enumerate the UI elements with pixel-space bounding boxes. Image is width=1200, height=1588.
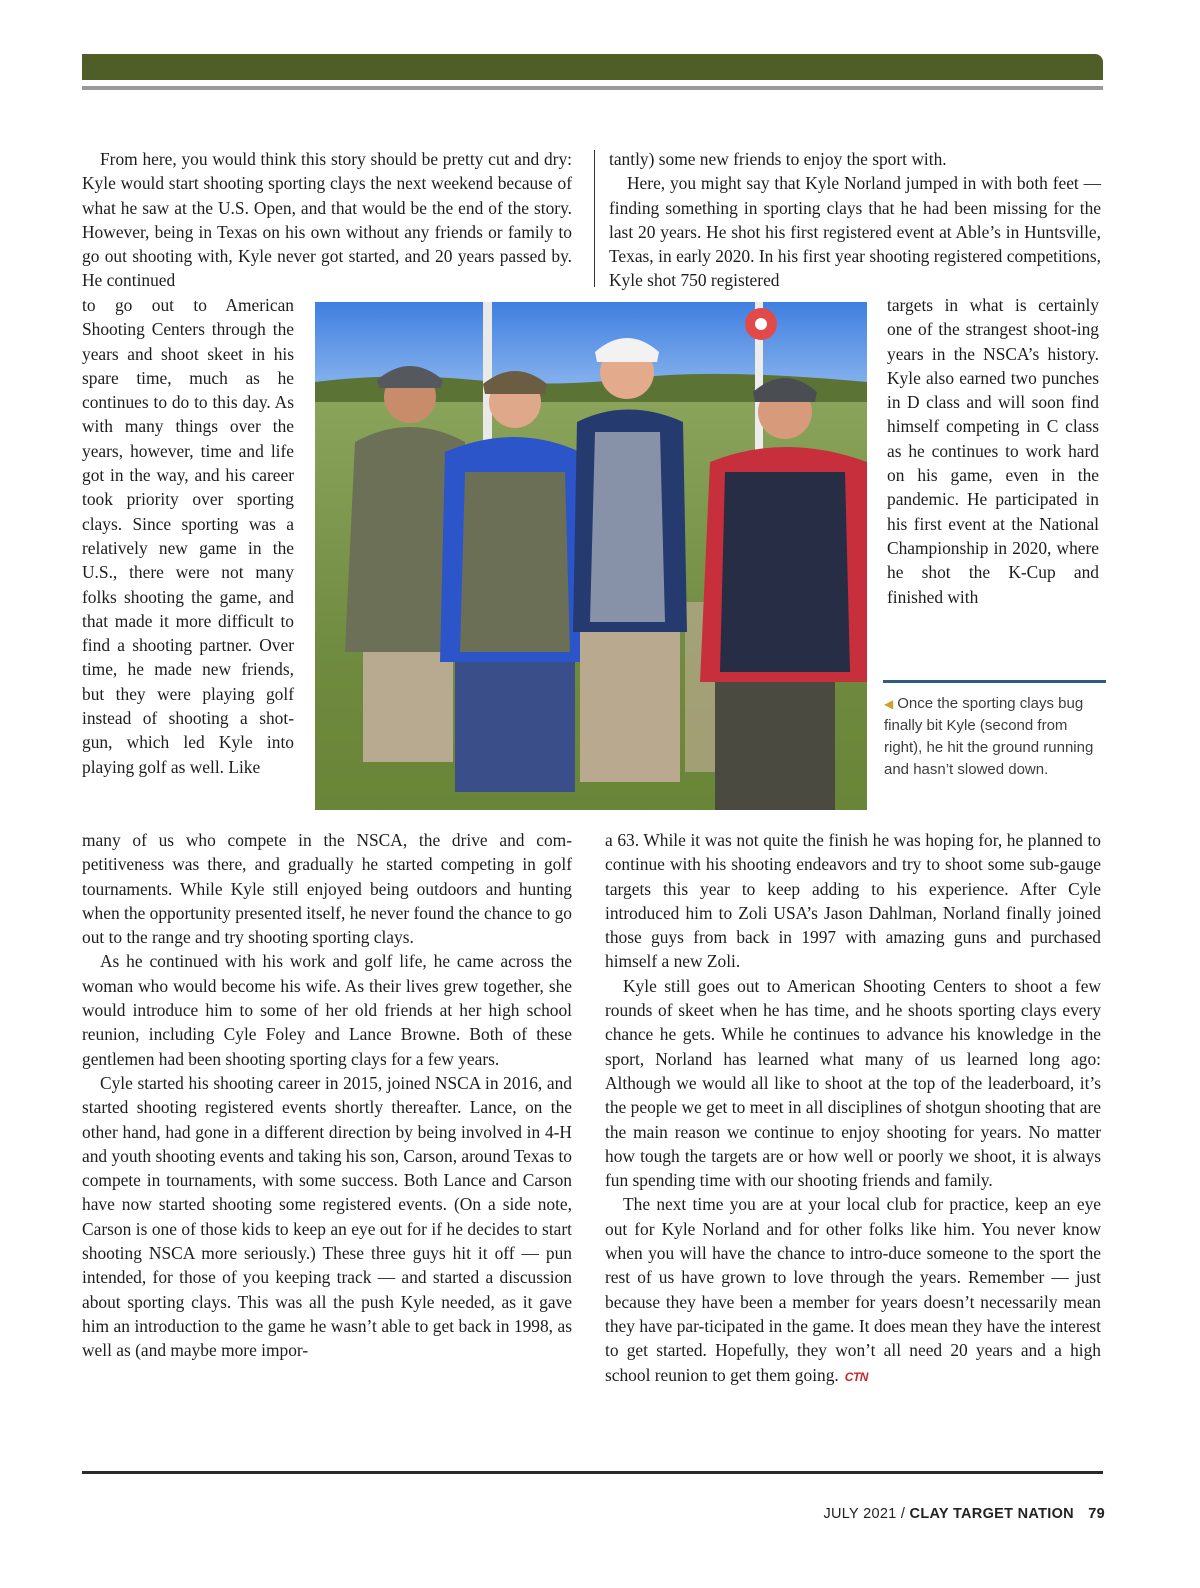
left-column-bottom: [82, 828, 572, 1363]
right-column-top: [609, 147, 1101, 293]
page-number: 79: [1088, 1506, 1105, 1522]
photo-caption: [884, 693, 1099, 781]
page-footer: [823, 1506, 1105, 1522]
paragraph: From here, you would think this story should be pretty cut and dry: Kyle would start shooting sporting clays the next weekend because of what he saw at the U.S. Open, and that would be the end of the story. However, being in Texas on his own without any friends or family to go out shooting with, Kyle never got started, and 20 years passed by. He continued: [82, 149, 572, 291]
paragraph: [605, 1192, 1101, 1388]
paragraph: As he continued with his work and golf life, he came across the woman who would become his wife. As their lives grew together, she would introduce him to some of her old friends at her high school reunion, including Cyle Foley and Lance Browne. Both of these gentlemen had been shooting sporting clays for a few years.: [82, 951, 572, 1069]
paragraph: Cyle started his shooting career in 2015, joined NSCA in 2016, and started shooting registered events shortly thereafter. Lance, on the other hand, had gone in a different direction by being involved in 4-H and youth shooting events and taking his son, Carson, around Texas to compete in tournaments, with some success. Both Lance and Carson have now started shooting some registered events. (On a side note, Carson is one of those kids to keep an eye out for if he decides to start shooting NSCA more seriously.) These three guys hit it off — pun intended, for those of you keeping track — and started a discussion about sporting clays. This was all the push Kyle needed, as it gave him an introduction to the game he wasn’t able to get back in 1998, as well as (and maybe more impor-: [82, 1072, 572, 1361]
right-column-bottom: [605, 828, 1101, 1389]
triangle-left-icon: ◀: [884, 697, 894, 711]
footer-rule: [82, 1471, 1103, 1474]
header-rule: [82, 86, 1103, 90]
magazine-name: CLAY TARGET NATION: [909, 1506, 1074, 1522]
header-bar: [82, 54, 1103, 80]
caption-text: Once the sporting clays bug finally bit Kyle (second from right), he hit the ground running and hasn’t slowed down.: [884, 695, 1094, 778]
end-mark-logo: CTN: [844, 1369, 868, 1384]
paragraph: Kyle still goes out to American Shooting Centers to shoot a few rounds of skeet when he has time, and he shoots sporting clays every chance he gets. While he continues to advance his knowledge in the sport, Norland has learned what many of us learned long ago: Although we would all like to shoot at the top of the leaderboard, it’s the people we get to meet in all disciplines of shotgun shooting that are the main reason we continue to enjoy shooting for years. No matter how tough the targets are or how well or poorly we shoot, it is always fun spending time with our shooting friends and family.: [605, 975, 1101, 1191]
caption-rule: [883, 680, 1106, 683]
paragraph: Here, you might say that Kyle Norland jumped in with both feet — finding something in sporting clays that he had been missing for the last 20 years. He shot his first registered event at Able’s in Huntsville, Texas, in early 2020. In his first year shooting registered competitions, Kyle shot 750 registered: [609, 173, 1101, 291]
paragraph: many of us who compete in the NSCA, the drive and com-petitiveness was there, and gradually he started competing in golf tournaments. While Kyle still enjoyed being outdoors and hunting when the opportunity presented itself, he never found the chance to go out to the range and try shooting sporting clays.: [82, 830, 572, 948]
paragraph: to go out to American Shooting Centers through the years and shoot skeet in his spare time, much as he continues to do to this day. As with many things over the years, however, time and life got in the way, and his career took priority over sporting clays. Since sporting was a relatively new game in the U.S., there were not many folks shooting the game, and that made it more difficult to find a shooting partner. Over time, he made new friends, but they were playing golf instead of shooting a shot-gun, which led Kyle into playing golf as well. Like: [82, 295, 294, 777]
paragraph: targets in what is certainly one of the strangest shoot-ing years in the NSCA’s history. Kyle also earned two punches in D class and will soon find himself competing in C class as he continues to work hard on his game, even in the pandemic. He participated in his first event at the National Championship in 2020, where he shot the K-Cup and finished with: [887, 295, 1099, 607]
column-rule: [594, 150, 595, 287]
article-photo: [315, 302, 867, 810]
paragraph: tantly) some new friends to enjoy the sport with.: [609, 149, 947, 169]
right-column-wrap: [887, 293, 1099, 609]
left-column-top: [82, 147, 572, 293]
left-column-wrap: [82, 293, 294, 779]
issue-date: JULY 2021 /: [823, 1506, 906, 1522]
paragraph: a 63. While it was not quite the finish he was hoping for, he planned to continue with his shooting endeavors and try to shoot some sub-gauge targets this year to keep adding to his experience. After Cyle introduced him to Zoli USA’s Jason Dahlman, Norland finally joined those guys from back in 1997 with amazing guns and purchased himself a new Zoli.: [605, 830, 1101, 972]
closing-text: The next time you are at your local club for practice, keep an eye out for Kyle Norland and for other folks like him. You never know when you will have the chance to intro-duce someone to the sport the rest of us have grown to love through the years. Remember — just because they have been a member for years doesn’t necessarily mean they have par-ticipated in the game. It does mean they have the interest to get started. Hopefully, they won’t all need 20 years and a high school reunion to get them going.: [605, 1194, 1101, 1385]
